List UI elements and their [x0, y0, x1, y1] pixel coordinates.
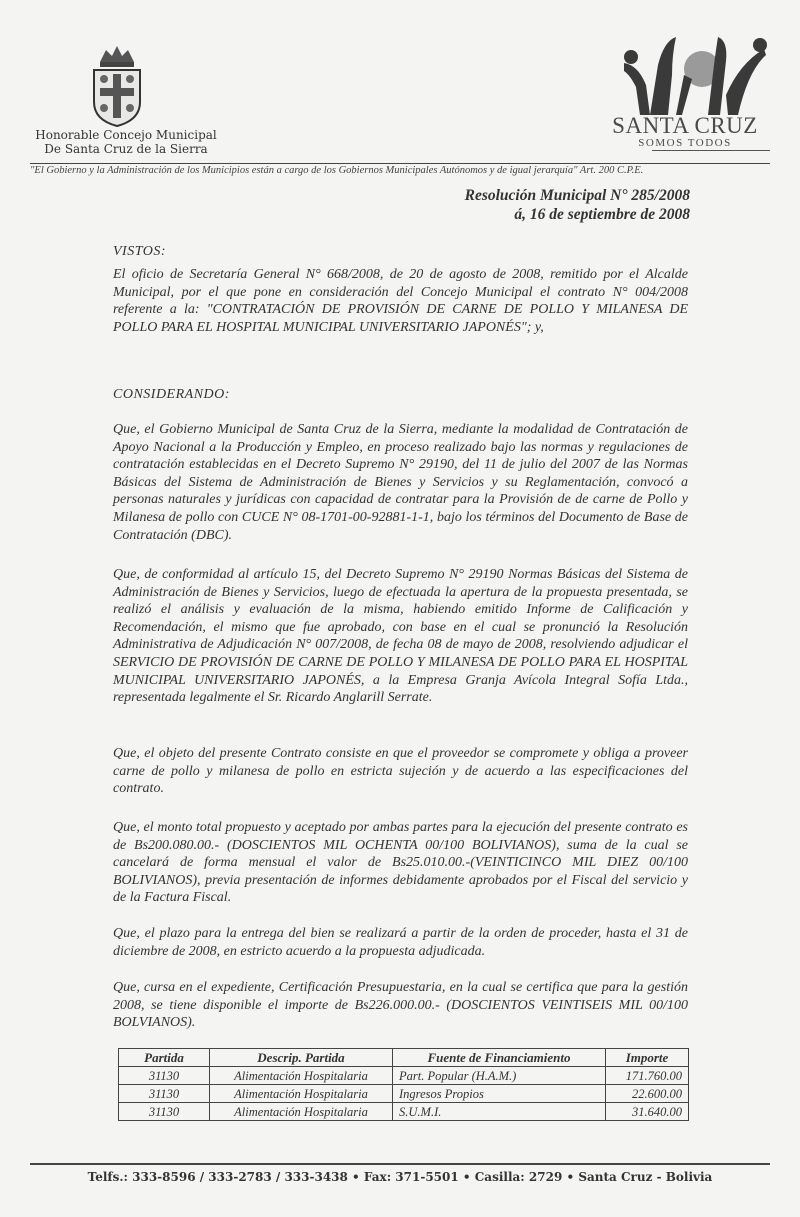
resolution-block: [465, 186, 690, 224]
considerando-paragraph-6: Que, cursa en el expediente, Certificación Presupuestaria, en la cual se certifica que para la gestión 2008, se tiene disponible el importe de Bs226.000.00.- (DOSCIENTOS VEINTISEIS MIL 00/100 BOLVIANOS).: [113, 980, 688, 1031]
considerando-paragraph-2: Que, de conformidad al artículo 15, del Decreto Supremo N° 29190 Normas Básicas del Sistema de Administración de Bienes y Servicios, luego de efectuada la apertura de la propuesta presentada, se realizó el análisis y evaluación de la misma, habiendo emitido Informe de Calificación y Recomendación, el mismo que fue aprobado, con base en el cual se pronunció la Resolución Administrativa de Adjudicación N° 007/2008, de fecha 08 de mayo de 2008, resolviendo adjudicar el SERVICIO DE PROVISIÓN DE CARNE DE POLLO Y MILANESA DE POLLO PARA EL HOSPITAL MUNICIPAL UNIVERSITARIO JAPONÉS, a la Empresa Granja Avícola Integral Sofía Ltda., representada legalmente el Sr. Ricardo Anglarill Serrate.: [113, 567, 688, 706]
header-partida: Partida: [119, 1049, 210, 1067]
table-row: [119, 1103, 689, 1121]
resolution-date: á, 16 de septiembre de 2008: [514, 206, 690, 223]
cell-descrip: Alimentación Hospitalaria: [210, 1085, 393, 1103]
cell-fuente: S.U.M.I.: [393, 1103, 606, 1121]
header-descrip-partida: Descrip. Partida: [210, 1049, 393, 1067]
table-row: [119, 1067, 689, 1085]
vistos-paragraph: El oficio de Secretaría General N° 668/2008, de 20 de agosto de 2008, remitido por el Alcalde Municipal, por el que pone en consideración del Concejo Municipal el contrato N° 004/2008 referente a la: "CONTRATACIÓN DE PROVISIÓN DE CARNE DE POLLO Y MILANESA DE POLLO PARA EL HOSPITAL MUNICIPAL UNIVERSITARIO JAPONÉS"; y,: [113, 267, 688, 335]
cell-fuente: Ingresos Propios: [393, 1085, 606, 1103]
header-divider: [30, 163, 770, 164]
cell-partida: 31130: [119, 1085, 210, 1103]
council-name: [26, 128, 226, 156]
cell-importe: 22.600.00: [606, 1085, 689, 1103]
header-importe: Importe: [606, 1049, 689, 1067]
budget-table: [118, 1048, 689, 1121]
table-header-row: [119, 1049, 689, 1067]
cell-partida: 31130: [119, 1067, 210, 1085]
cell-importe: 171.760.00: [606, 1067, 689, 1085]
brand-title: SANTA CRUZ: [612, 113, 758, 138]
municipal-crest-icon: [88, 42, 146, 128]
brand-subtitle: SOMOS TODOS: [638, 137, 732, 149]
considerando-paragraph-4: Que, el monto total propuesto y aceptado por ambas partes para la ejecución del presente contrato es de Bs200.080.00.- (DOSCIENTOS MIL OCHENTA 00/100 BOLIVIANOS), suma de la cual se cancelará de forma mensual el valor de Bs25.010.00.-(VEINTICINCO MIL DIEZ 00/100 BOLIVIANOS), previa presentación de informes debidamente aprobados por el Fiscal del servicio y de la Factura Fiscal.: [113, 820, 688, 906]
considerando-paragraph-1: Que, el Gobierno Municipal de Santa Cruz de la Sierra, mediante la modalidad de Contratación de Apoyo Nacional a la Producción y Empleo, en proceso realizado bajo las normas y regulaciones de contratación establecidas en el Decreto Supremo N° 29190, del 11 de julio del 2007 de las Normas Básicas del Sistema de Administración de Bienes y Servicios y su Reglamentación, convocó a personas naturales y jurídicas con capacidad de contratar para la Provisión de de carne de Pollo y Milanesa de pollo con CUCE N° 08-1701-00-92881-1-1, bajo los términos del Documento de Base de Contratación (DBC).: [113, 422, 688, 543]
santa-cruz-logo-icon: [620, 35, 770, 121]
resolution-number: Resolución Municipal N° 285/2008: [464, 187, 690, 204]
cell-descrip: Alimentación Hospitalaria: [210, 1067, 393, 1085]
constitutional-motto: "El Gobierno y la Administración de los Municipios están a cargo de los Gobiernos Municipales Autónomos y de igual jerarquía" Art. 200 C.P.E.: [30, 165, 644, 176]
cell-descrip: Alimentación Hospitalaria: [210, 1103, 393, 1121]
considerando-paragraph-5: Que, el plazo para la entrega del bien se realizará a partir de la orden de proceder, hasta el 31 de diciembre de 2008, en estricto acuerdo a la propuesta adjudicada.: [113, 926, 688, 959]
council-line-2: De Santa Cruz de la Sierra: [44, 142, 208, 156]
table-row: [119, 1085, 689, 1103]
cell-importe: 31.640.00: [606, 1103, 689, 1121]
considerando-paragraph-3: Que, el objeto del presente Contrato consiste en que el proveedor se compromete y obliga a proveer carne de pollo y milanesa de pollo en estricta sujeción y de acuerdo a las especificaciones del contrato.: [113, 746, 688, 797]
brand-divider: [652, 150, 770, 151]
council-line-1: Honorable Concejo Municipal: [35, 128, 217, 142]
vistos-heading: VISTOS:: [113, 244, 167, 259]
header-fuente: Fuente de Financiamiento: [393, 1049, 606, 1067]
considerando-heading: CONSIDERANDO:: [113, 387, 230, 402]
footer-divider: [30, 1163, 770, 1165]
footer-contact: Telfs.: 333-8596 / 333-2783 / 333-3438 • Fax: 371-5501 • Casilla: 2729 • Santa Cruz - Bolivia: [87, 1170, 713, 1184]
cell-fuente: Part. Popular (H.A.M.): [393, 1067, 606, 1085]
cell-partida: 31130: [119, 1103, 210, 1121]
